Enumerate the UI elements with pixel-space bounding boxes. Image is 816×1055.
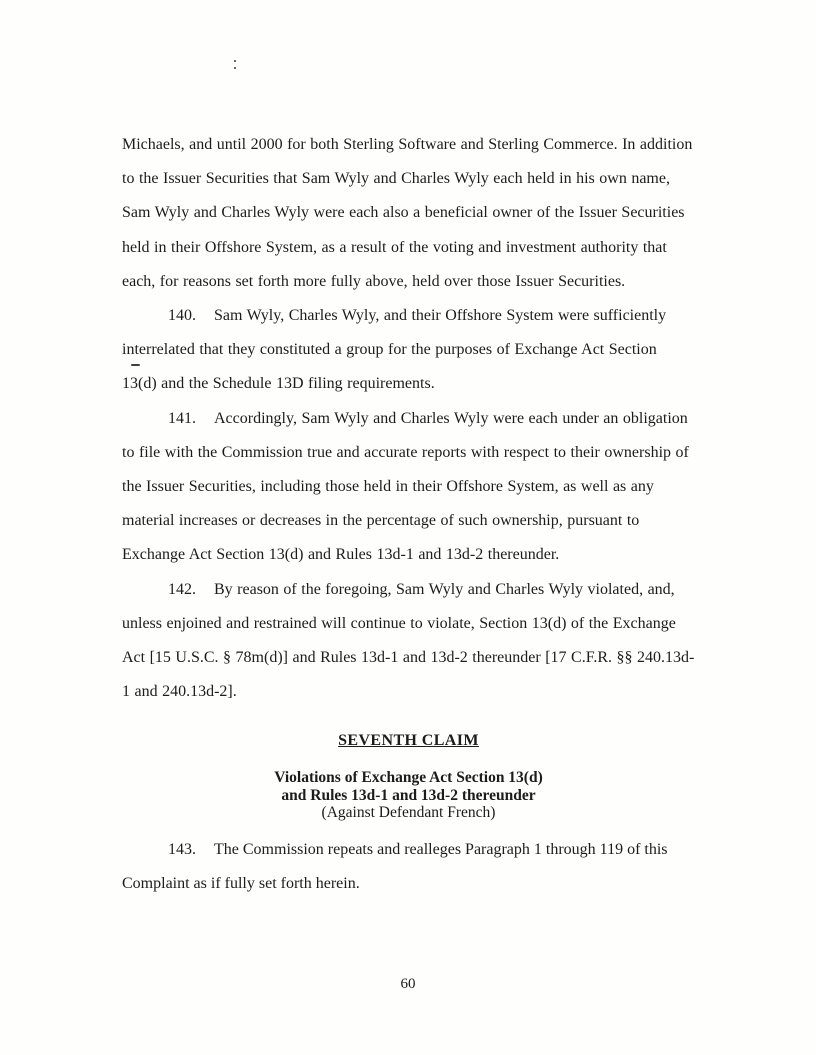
paragraph-140 — [122, 299, 695, 402]
paragraph-141 — [122, 402, 695, 573]
subheading-line-2: and Rules 13d-1 and 13d-2 thereunder — [281, 786, 536, 804]
paragraph-number: 143. — [168, 840, 196, 858]
document-body — [122, 128, 695, 709]
page-number: 60 — [400, 976, 416, 992]
subheading-line-3: (Against Defendant French) — [321, 804, 496, 822]
paragraph-continuation — [122, 128, 695, 299]
paragraph-text: Sam Wyly, Charles Wyly, and their Offshore System were sufficiently interrelated that they constituted a group for the purposes of Exchange Act Section 13(d) and the Schedule 13D filing requirements. — [122, 307, 667, 393]
paragraph-number: 141. — [168, 409, 196, 427]
subheading-line-1: Violations of Exchange Act Section 13(d) — [274, 769, 543, 787]
paragraph-number: 140. — [168, 307, 196, 325]
paragraph-text: Accordingly, Sam Wyly and Charles Wyly were each under an obligation to file with the Commission true and accurate reports with respect to their ownership of the Issuer Securities, including those held in their Offshore System, as well as any material increases or decreases in the percentage of such ownership, pursuant to Exchange Act Section 13(d) and Rules 13d-1 and 13d-2 thereunder. — [122, 409, 689, 564]
paragraph-number: 142. — [168, 580, 196, 598]
scan-artifact — [131, 364, 140, 366]
paragraph-142 — [122, 573, 695, 710]
paragraph-text: By reason of the foregoing, Sam Wyly and Charles Wyly violated, and, unless enjoined and restrained will continue to violate, Section 13(d) of the Exchange Act [15 U.S.C. § 78m(d)] and Rules 13d-1 and 13d-2 thereunder [17 C.F.R. §§ 240.13d-1 and 240.13d-2]. — [122, 580, 695, 701]
document-body-continued — [122, 833, 695, 901]
claim-heading: SEVENTH CLAIM — [338, 732, 479, 750]
paragraph-143 — [122, 833, 695, 901]
paragraph-text: The Commission repeats and realleges Paragraph 1 through 119 of this Complaint as if fully set forth herein. — [122, 840, 668, 893]
claim-subheading — [122, 769, 695, 822]
paragraph-text: Michaels, and until 2000 for both Sterling Software and Sterling Commerce. In addition to the Issuer Securities that Sam Wyly and Charles Wyly each held in his own name, Sam Wyly and Charles Wyly were each also a beneficial owner of the Issuer Securities held in their Offshore System, as a result of the voting and investment authority that each, for reasons set forth more fully above, held over those Issuer Securities. — [122, 136, 693, 290]
